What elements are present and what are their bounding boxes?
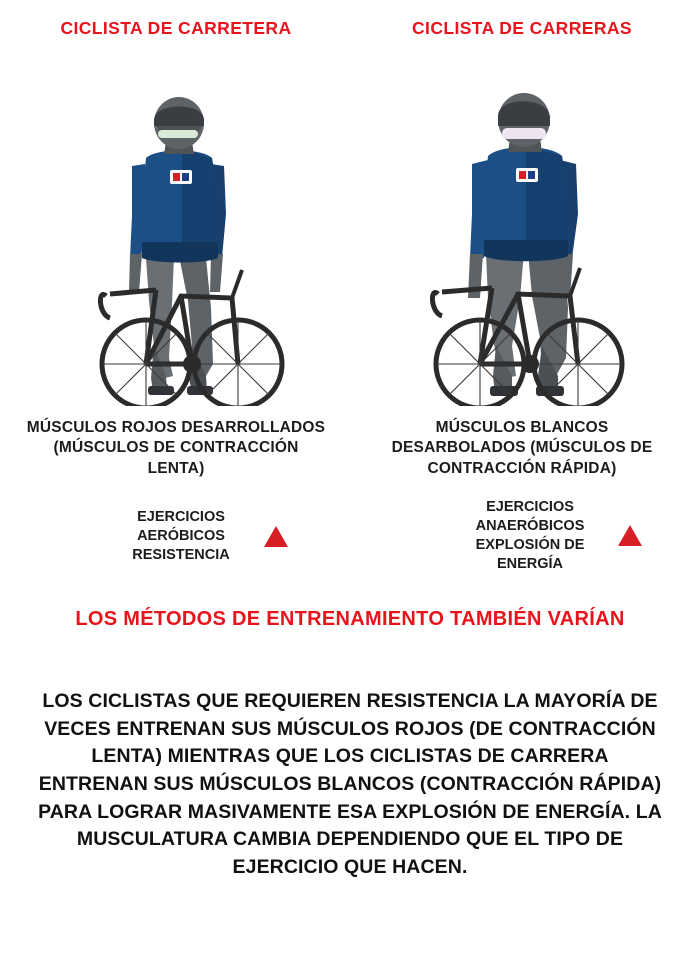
road-cyclist-illustration [6,46,346,406]
track-cyclist-illustration [352,46,692,406]
caption-red-muscles: MÚSCULOS ROJOS DESARROLLADOS (MÚSCULOS DE CONTRACCIÓN LENTA) [26,419,326,477]
note-aerobic [108,508,288,565]
bicycle-crank [521,355,539,373]
red-triangle-icon [264,526,288,547]
column-title-road-cyclist: CICLISTA DE CARRETERA [60,18,292,38]
road-cyclist-svg [6,46,346,406]
caption-white-muscles: MÚSCULOS BLANCOS DESARBOLADOS (MÚSCULOS DE CONTRACCIÓN RÁPIDA) [391,419,653,477]
note-anaerobic-text: EJERCICIOS ANAERÓBICOS EXPLOSIÓN DE ENERGÍA [475,499,585,572]
cyclist-head [154,97,204,149]
cyclist-suit [484,146,568,261]
track-cyclist-svg [352,46,692,406]
cyclist-suit [142,149,218,263]
headline: LOS MÉTODOS DE ENTRENAMIENTO TAMBIÉN VARÍAN [75,608,625,630]
red-triangle-icon [618,525,642,546]
body-paragraph: LOS CICLISTAS QUE REQUIEREN RESISTENCIA LA MAYORÍA DE VECES ENTRENAN SUS MÚSCULOS ROJOS (DE CONTRACCIÓN LENTA) MIENTRAS QUE LOS CICLISTAS DE CARRERA ENTRENAN SUS MÚSCULOS BLANCOS (CONTRACCIÓN RÁPIDA) PARA LOGRAR MASIVAMENTE ESA EXPLOSIÓN DE ENERGÍA. LA MUSCULATURA CAMBIA DEPENDIENDO QUE EL TIPO DE EJERCICIO QUE HACEN. [38,690,662,879]
note-aerobic-text: EJERCICIOS AERÓBICOS RESISTENCIA [132,509,230,563]
column-title-track-cyclist: CICLISTA DE CARRERAS [412,18,632,38]
cyclist-head [498,93,550,147]
bicycle-crank [183,355,201,373]
track-bicycle [432,268,622,406]
note-anaerobic [452,498,642,573]
